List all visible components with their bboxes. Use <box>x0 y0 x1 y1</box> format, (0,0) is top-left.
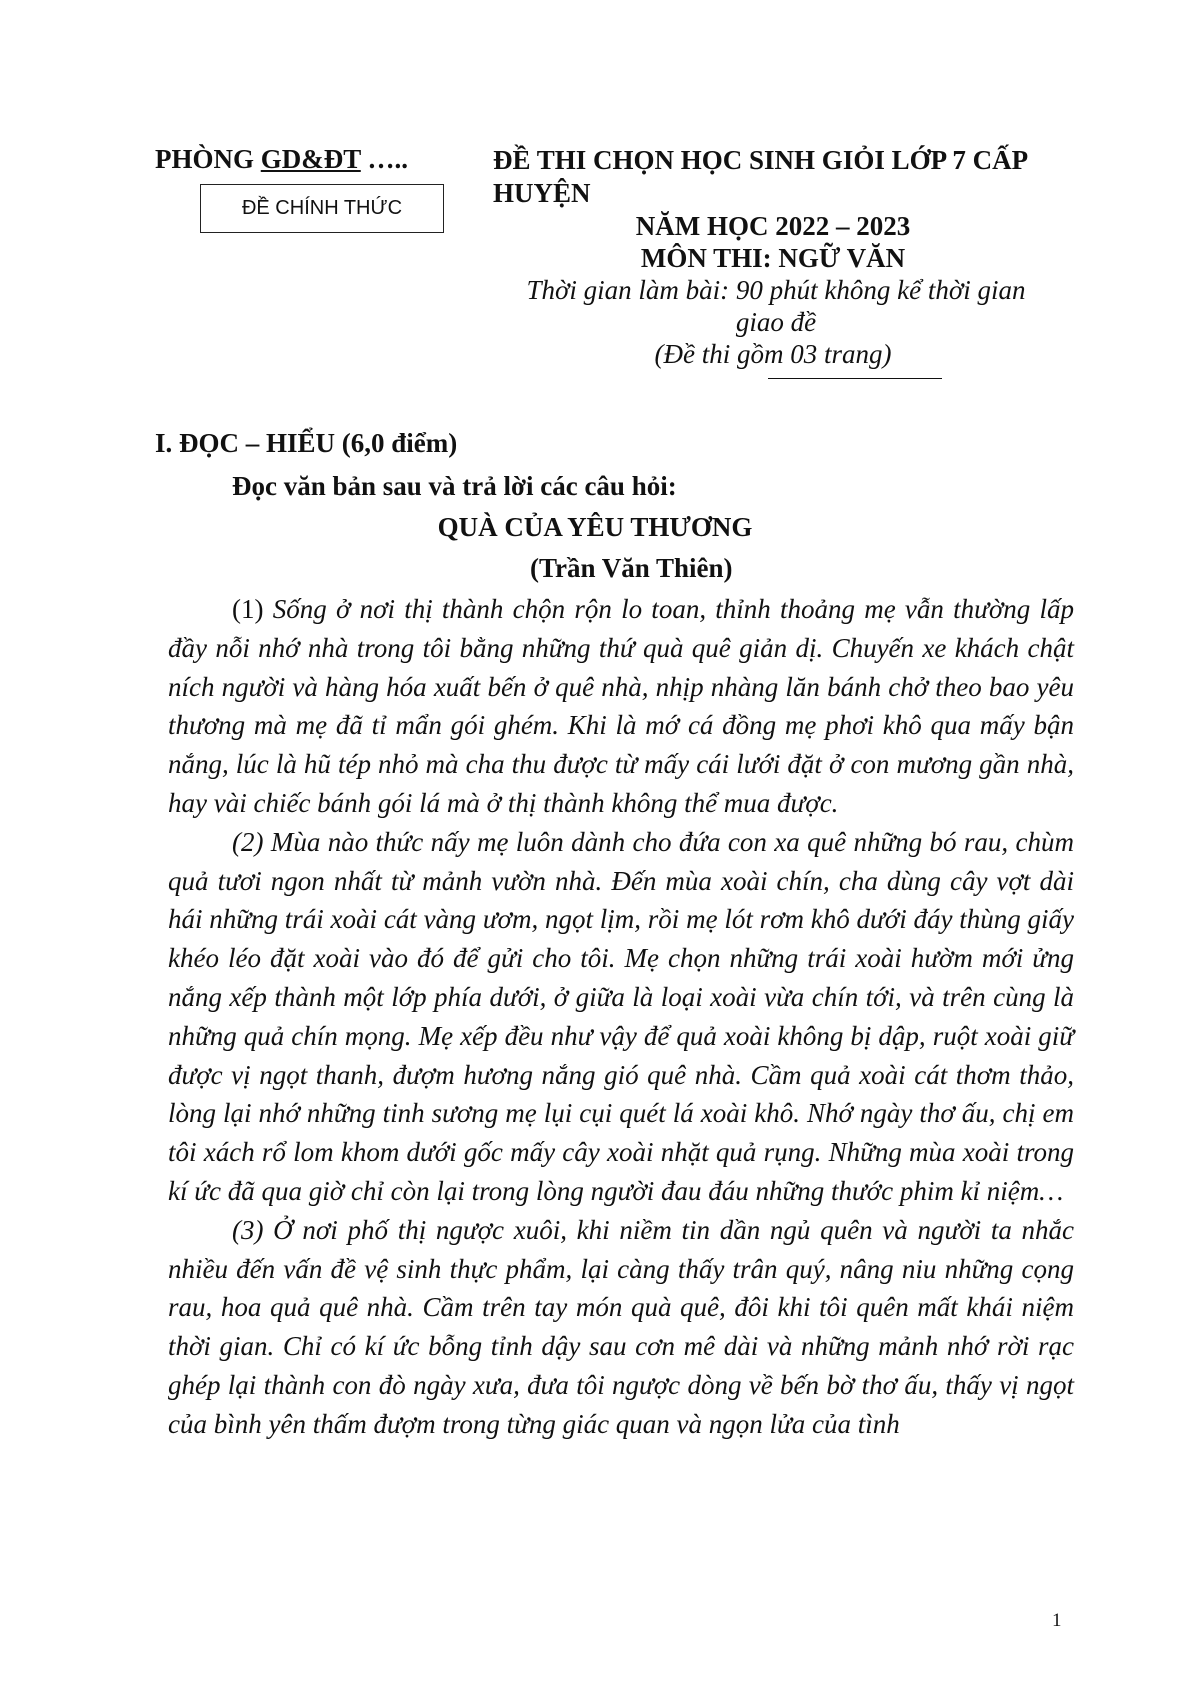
exam-title: ĐỀ THI CHỌN HỌC SINH GIỎI LỚP 7 CẤP HUYỆN <box>493 145 1027 208</box>
section-heading: I. ĐỌC – HIỂU (6,0 điểm) <box>155 428 458 458</box>
pages-note: (Đề thi gồm 03 trang) <box>654 339 892 369</box>
official-label: ĐỀ CHÍNH THỨC <box>241 197 403 219</box>
section-instruction: Đọc văn bản sau và trả lời các câu hỏi: <box>232 471 677 501</box>
paragraph-1-number: (1) <box>232 594 273 624</box>
paragraph-1-text: Sống ở nơi thị thành chộn rộn lo toan, thỉnh thoảng mẹ vẫn thường lấp đầy nỗi nhớ nhà trong tôi bằng những thứ quà quê giản dị. Chuyến xe khách chật ních người và hàng hóa xuất bến ở quê nhà, nhịp nhàng lăn bánh chở theo bao yêu thương mà mẹ đã tỉ mẩn gói ghém. Khi là mớ cá đồng mẹ phơi khô qua mấy bận nắng, lúc là hũ tép nhỏ mà cha thu được từ mấy cái lưới đặt ở con mương gần nhà, hay vài chiếc bánh gói lá mà ở thị thành không thể mua được. <box>168 594 1075 818</box>
dept-abbreviation: GD&ĐT <box>260 144 361 174</box>
dept-prefix: PHÒNG <box>155 144 261 174</box>
paragraph-1 <box>168 590 1074 823</box>
department-name <box>155 144 408 175</box>
header-divider <box>768 378 942 379</box>
dept-suffix: ….. <box>360 144 409 174</box>
paragraph-2: (2) Mùa nào thức nấy mẹ luôn dành cho đứa con xa quê những bó rau, chùm quả tươi ngon nhất từ mảnh vườn nhà. Đến mùa xoài chín, cha dùng cây vợt dài hái những trái xoài cát vàng ươm, ngọt lịm, rồi mẹ lót rơm khô dưới đáy thùng giấy khéo léo đặt xoài vào đó để gửi cho tôi. Mẹ chọn những trái xoài hườm mới ửng nắng xếp thành một lớp phía dưới, ở giữa là loại xoài vừa chín tới, và trên cùng là những quả chín mọng. Mẹ xếp đều như vậy để quả xoài không bị dập, ruột xoài giữ được vị ngọt thanh, đượm hương nắng gió quê nhà. Cầm quả xoài cát thơm thảo, lòng lại nhớ những tinh sương mẹ lụi cụi quét lá xoài khô. Nhớ ngày thơ ấu, chị em tôi xách rổ lom khom dưới gốc mấy cây xoài nhặt quả rụng. Những mùa xoài trong kí ức đã qua giờ chỉ còn lại trong lòng người đau đáu những thước phim kỉ niệm… <box>168 826 1074 1206</box>
page-number: 1 <box>1052 1610 1062 1631</box>
story-body <box>168 590 1074 1444</box>
time-note: Thời gian làm bài: 90 phút không kể thời gian giao đề <box>526 275 1026 337</box>
exam-subject: MÔN THI: NGỮ VĂN <box>640 243 906 273</box>
story-author: (Trần Văn Thiên) <box>530 553 733 583</box>
official-exam-box <box>200 184 444 233</box>
story-title: QUÀ CỦA YÊU THƯƠNG <box>437 512 753 542</box>
school-year: NĂM HỌC 2022 – 2023 <box>635 211 911 241</box>
paragraph-3: (3) Ở nơi phố thị ngược xuôi, khi niềm tin dần ngủ quên và người ta nhắc nhiều đến vấn đề vệ sinh thực phẩm, lại càng thấy trân quý, nâng niu những cọng rau, hoa quả quê nhà. Cầm trên tay món quà quê, đôi khi tôi quên mất khái niệm thời gian. Chỉ có kí ức bỗng tỉnh dậy sau cơn mê dài và những mảnh nhớ rời rạc ghép lại thành con đò ngày xưa, đưa tôi ngược dòng về bến bờ thơ ấu, thấy vị ngọt của bình yên thấm đượm trong từng giác quan và ngọn lửa của tình <box>168 1214 1074 1439</box>
